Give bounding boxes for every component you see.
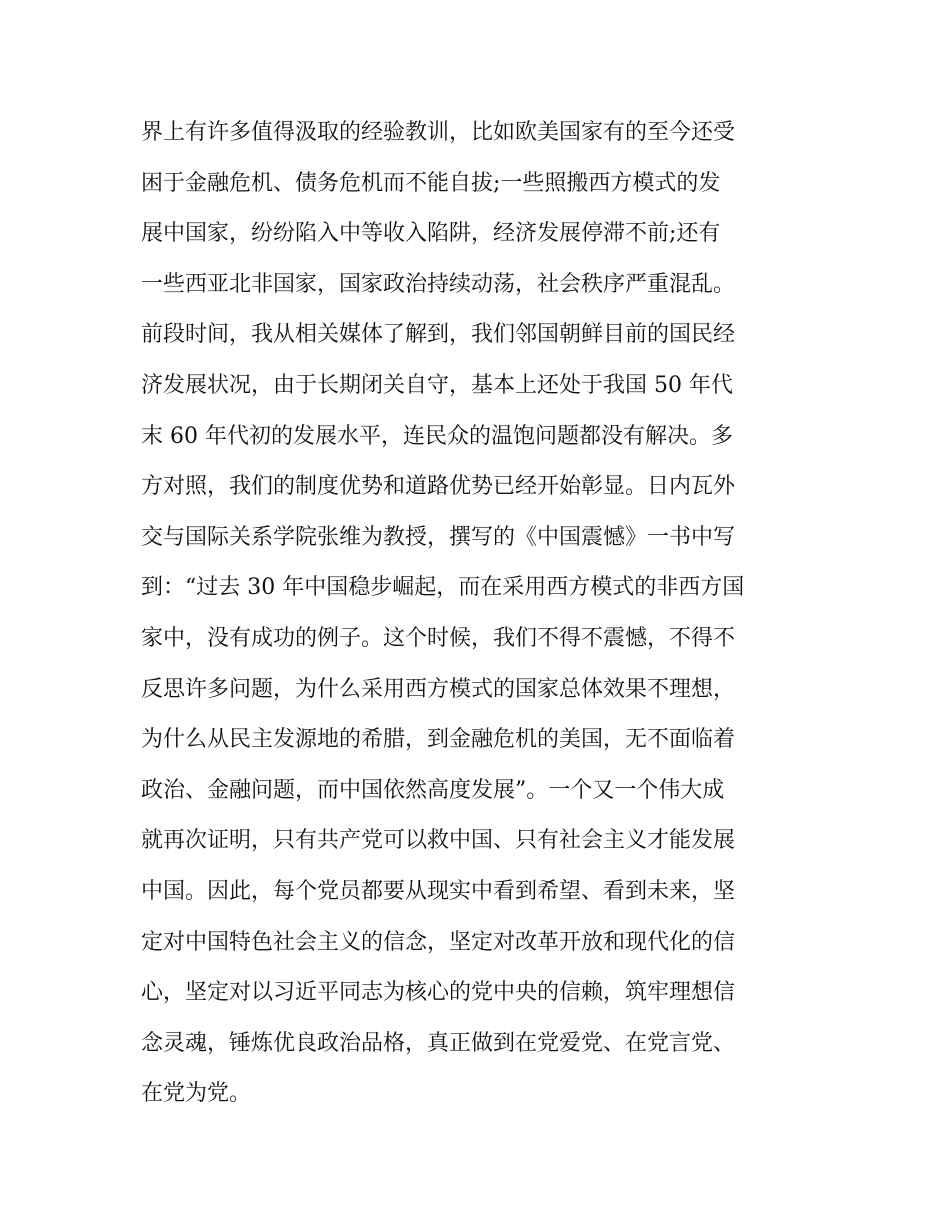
- text-line: 前段时间，我从相关媒体了解到，我们邻国朝鲜目前的国民经: [141, 322, 736, 348]
- text-line: 到：“过去 30 年中国稳步崛起，而在采用西方模式的非西方国: [141, 575, 745, 601]
- text-line: 方对照，我们的制度优势和道路优势已经开始彰显。日内瓦外: [141, 474, 736, 500]
- text-line: 反思许多问题，为什么采用西方模式的国家总体效果不理想，: [141, 676, 736, 702]
- text-line: 一些西亚北非国家，国家政治持续动荡，社会秩序严重混乱。: [141, 271, 736, 297]
- text-line: 末 60 年代初的发展水平，连民众的温饱问题都没有解决。多: [141, 423, 733, 449]
- body-paragraph: [141, 108, 821, 1120]
- text-line: 困于金融危机、债务危机而不能自拔;一些照搬西方模式的发: [141, 170, 721, 196]
- text-line: 家中，没有成功的例子。这个时候，我们不得不震憾，不得不: [141, 625, 736, 651]
- text-line: 交与国际关系学院张维为教授，撰写的《中国震憾》一书中写: [141, 524, 736, 550]
- text-line: 为什么从民主发源地的希腊，到金融危机的美国，无不面临着: [141, 727, 736, 753]
- text-line: 念灵魂，锤炼优良政治品格，真正做到在党爱党、在党言党、: [141, 1030, 736, 1056]
- text-line: 展中国家，纷纷陷入中等收入陷阱，经济发展停滞不前;还有: [141, 221, 721, 247]
- text-line: 政治、金融问题，而中国依然高度发展”。一个又一个伟大成: [141, 777, 725, 803]
- text-line: 心，坚定对以习近平同志为核心的党中央的信赖，筑牢理想信: [141, 980, 736, 1006]
- text-line: 在党为党。: [141, 1081, 252, 1107]
- text-line: 就再次证明，只有共产党可以救中国、只有社会主义才能发展: [141, 828, 736, 854]
- text-line: 界上有许多值得汲取的经验教训，比如欧美国家有的至今还受: [141, 120, 736, 145]
- text-line: 中国。因此，每个党员都要从现实中看到希望、看到未来，坚: [141, 878, 736, 904]
- text-line: 定对中国特色社会主义的信念，坚定对改革开放和现代化的信: [141, 929, 736, 955]
- text-line: 济发展状况，由于长期闭关自守，基本上还处于我国 50 年代: [141, 372, 733, 398]
